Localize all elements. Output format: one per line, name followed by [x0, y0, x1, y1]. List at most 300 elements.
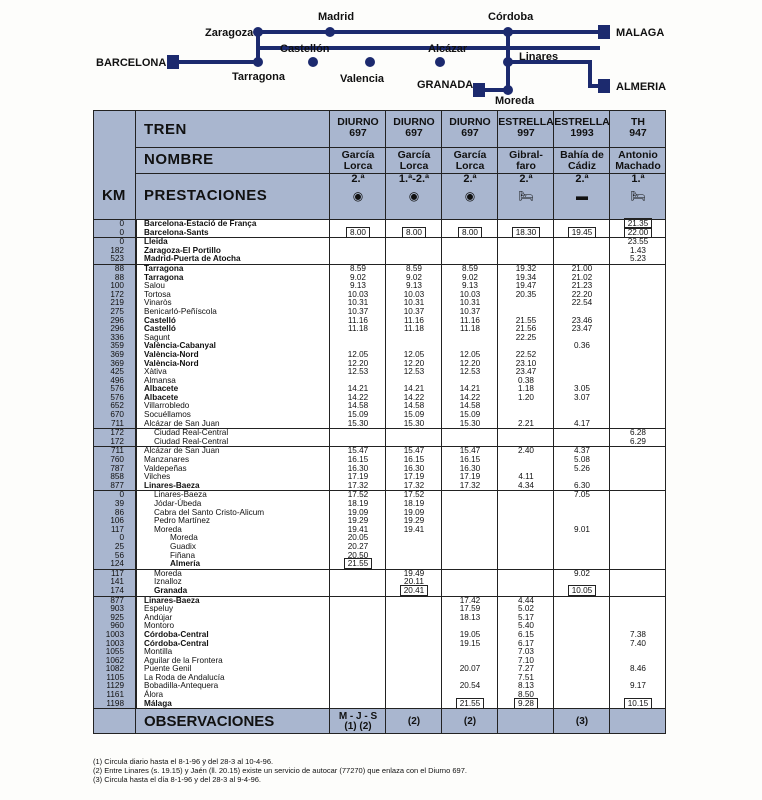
time-cell: 17.32	[459, 480, 481, 490]
km-cell: 425	[110, 367, 124, 377]
km-cell: 1198	[106, 698, 124, 708]
time-cell: 17.32	[347, 480, 369, 490]
time-cell: 20.07	[459, 664, 481, 674]
time-cell: 14.58	[459, 401, 481, 411]
time-cell: 4.37	[574, 446, 590, 456]
table-row	[94, 368, 665, 377]
time-cell: 16.15	[347, 455, 369, 465]
time-cell: 19.47	[515, 281, 537, 291]
station-cell: Jódar-Úbeda	[154, 499, 202, 508]
time-cell: 21.55	[442, 700, 498, 709]
km-cell: 275	[110, 306, 124, 316]
sleeper-car-icons: 🛏︎	[518, 189, 534, 203]
time-cell: 11.18	[348, 324, 368, 334]
time-cell: 19.05	[459, 629, 481, 639]
time-cell: 19.41	[347, 524, 369, 534]
time-cell: 16.30	[403, 463, 425, 473]
train-class: 2.ª	[575, 173, 589, 185]
km-cell: 117	[110, 568, 124, 578]
table-row	[94, 682, 665, 691]
km-cell: 336	[110, 332, 124, 342]
time-cell: 11.18	[460, 324, 480, 334]
timetable-body	[94, 220, 665, 708]
station-cell: Fiñana	[170, 550, 196, 560]
table-row	[94, 229, 665, 238]
time-cell: 14.21	[403, 384, 425, 394]
almeria-terminal	[598, 79, 610, 93]
time-cell: 19.15	[459, 638, 481, 648]
km-cell: 960	[110, 621, 124, 631]
time-cell: 14.58	[347, 401, 369, 411]
time-cell: 15.47	[403, 446, 425, 456]
time-cell: 12.05	[403, 349, 425, 359]
time-cell: 9.13	[350, 281, 366, 291]
time-cell: 11.16	[348, 315, 368, 325]
km-cell: 711	[110, 446, 124, 456]
train-class: 2.ª	[463, 173, 477, 185]
time-cell: 7.38	[630, 629, 646, 639]
table-row	[94, 465, 665, 474]
station-cell: Bobadilla-Antequera	[144, 681, 219, 691]
time-cell: 23.55	[627, 237, 649, 247]
time-cell: 17.59	[459, 604, 481, 614]
train-class: 1.ª-2.ª	[398, 173, 430, 185]
station-cell: València-Cabanyal	[144, 341, 216, 351]
time-cell: 5.08	[574, 455, 590, 465]
km-cell: 1082	[105, 664, 124, 674]
station-cell: Granada	[154, 585, 188, 595]
time-cell: 17.32	[403, 480, 425, 490]
map-label-almeria: ALMERIA	[616, 81, 667, 93]
time-cell: 8.00	[442, 229, 498, 238]
time-cell: 5.23	[630, 254, 646, 264]
station-cell: Salou	[144, 281, 165, 291]
observaciones-cell: (3)	[575, 716, 589, 728]
observaciones-cell: (2)	[463, 716, 477, 728]
station-cell: Córdoba-Central	[144, 629, 209, 639]
km-cell: 496	[110, 375, 124, 385]
time-cell: 17.19	[347, 472, 369, 482]
observaciones-row	[94, 708, 665, 733]
observaciones-cell: (2)	[407, 716, 421, 728]
time-cell: 10.31	[459, 298, 481, 308]
station-cell: Linares-Baeza	[144, 480, 200, 490]
km-cell: 0	[119, 227, 124, 237]
km-cell: 1161	[106, 690, 124, 700]
time-cell: 6.29	[630, 436, 646, 446]
time-cell: 21.35	[610, 220, 666, 229]
train-class: 2.ª	[519, 173, 533, 185]
time-cell: 4.34	[518, 480, 534, 490]
sleeper-restaurant-icon: 🛏︎	[630, 189, 646, 203]
restaurant-coin-icon: ◉	[464, 189, 476, 203]
train-class: 2.ª	[351, 173, 365, 185]
km-cell: 760	[110, 455, 124, 465]
km-cell: 877	[110, 595, 124, 605]
km-cell: 0	[119, 237, 124, 247]
station-cell: Sagunt	[144, 332, 170, 342]
time-cell: 12.20	[403, 358, 425, 368]
time-cell: 10.37	[459, 306, 481, 316]
station-cell: Cabra del Santo Cristo-Alicum	[154, 507, 265, 517]
table-row	[94, 587, 665, 596]
km-cell: 925	[110, 612, 124, 622]
station-cell: Aguilar de la Frontera	[144, 655, 223, 665]
time-cell: 8.13	[518, 681, 534, 691]
observaciones-cell: M - J - S (1) (2)	[338, 711, 378, 733]
station-cell: Iznalloz	[154, 577, 182, 587]
footnotes	[93, 757, 467, 784]
train-type-number: DIURNO 697	[337, 116, 379, 139]
map-label-castellon: Castellón	[280, 43, 330, 55]
km-cell: 0	[119, 219, 124, 228]
table-row	[94, 325, 665, 334]
km-cell: 106	[110, 516, 124, 526]
time-cell: 19.49	[403, 568, 425, 578]
time-cell: 21.55	[515, 315, 537, 325]
time-cell: 12.20	[459, 358, 481, 368]
map-label-alcazar: Alcázar	[428, 43, 468, 55]
station-cell: Castelló	[144, 315, 176, 325]
time-cell: 17.19	[459, 472, 481, 482]
time-cell: 10.37	[347, 306, 369, 316]
time-cell: 15.09	[347, 410, 369, 420]
time-cell: 8.59	[462, 263, 478, 273]
time-cell: 14.21	[347, 384, 369, 394]
time-cell: 20.35	[515, 289, 537, 299]
time-cell: 22.20	[571, 289, 593, 299]
time-cell: 17.52	[347, 490, 369, 500]
station-cell: Villarrobledo	[144, 401, 190, 411]
time-cell: 9.13	[406, 281, 422, 291]
station-cell: Linares-Baeza	[154, 490, 207, 500]
station-cell: Socuéllamos	[144, 410, 191, 420]
km-cell: 88	[114, 272, 124, 282]
km-cell: 88	[114, 263, 124, 273]
time-cell: 19.34	[515, 272, 537, 282]
station-cell: Barcelona-Sants	[144, 227, 209, 237]
time-cell: 20.41	[386, 587, 442, 596]
station-cell: Albacete	[144, 384, 179, 394]
time-cell: 5.40	[518, 621, 534, 631]
restaurant-coin-icon: ◉	[408, 189, 420, 203]
station-cell: Vinaròs	[144, 298, 172, 308]
time-cell: 10.03	[403, 289, 425, 299]
train-class: 1.ª	[631, 173, 645, 185]
km-cell: 576	[110, 384, 124, 394]
map-label-granada: GRANADA	[417, 79, 474, 91]
time-cell: 20.27	[347, 541, 369, 551]
time-cell: 23.47	[571, 324, 593, 334]
station-cell: Madrid-Puerta de Atocha	[144, 254, 241, 264]
nombre-label: NOMBRE	[144, 151, 214, 168]
station-cell: Almería	[170, 559, 201, 569]
time-cell: 15.47	[459, 446, 481, 456]
time-cell: 8.59	[406, 263, 422, 273]
station-cell: Tarragona	[144, 263, 184, 273]
station-cell: Albacete	[144, 392, 179, 402]
timetable-header	[94, 111, 665, 220]
time-cell: 19.32	[515, 263, 537, 273]
time-cell: 5.26	[574, 463, 590, 473]
km-cell: 1003	[105, 629, 124, 639]
time-cell: 8.00	[330, 229, 386, 238]
time-cell: 19.29	[347, 516, 369, 526]
granada-terminal	[473, 83, 485, 97]
time-cell: 7.03	[518, 647, 534, 657]
time-cell: 9.13	[462, 281, 478, 291]
time-cell: 15.47	[347, 446, 369, 456]
station-cell: Almansa	[144, 375, 176, 385]
time-cell: 16.30	[459, 463, 481, 473]
km-cell: 296	[110, 324, 124, 334]
km-cell: 124	[110, 559, 124, 569]
station-cell: Puente Genil	[144, 664, 192, 674]
time-cell: 9.17	[630, 681, 646, 691]
km-cell: 858	[110, 472, 124, 482]
time-cell: 15.30	[403, 418, 425, 428]
time-cell: 9.01	[574, 524, 590, 534]
time-cell: 7.05	[574, 490, 590, 500]
table-row	[94, 640, 665, 649]
time-cell: 6.28	[630, 428, 646, 438]
km-cell: 877	[110, 480, 124, 490]
km-cell: 1055	[105, 647, 124, 657]
time-cell: 20.05	[347, 533, 369, 543]
station-cell: Moreda	[154, 568, 182, 578]
train-name: Antonio Machado	[615, 149, 661, 172]
km-cell: 219	[110, 298, 124, 308]
km-cell: 369	[110, 349, 124, 359]
station-cell: Tortosa	[144, 289, 171, 299]
time-cell: 15.30	[347, 418, 369, 428]
time-cell: 17.52	[403, 490, 425, 500]
time-cell: 7.51	[518, 672, 534, 682]
station-cell: Manzanares	[144, 455, 190, 465]
time-cell: 12.05	[459, 349, 481, 359]
station-cell: Vilches	[144, 472, 171, 482]
time-cell: 4.44	[518, 595, 534, 605]
time-cell: 10.03	[347, 289, 369, 299]
table-row	[94, 360, 665, 369]
map-label-moreda: Moreda	[495, 95, 535, 107]
station-cell: València-Nord	[144, 349, 199, 359]
time-cell: 10.31	[347, 298, 369, 308]
km-cell: 652	[110, 401, 124, 411]
table-row	[94, 700, 665, 709]
time-cell: 10.05	[554, 587, 610, 596]
station-cell: Moreda	[170, 533, 198, 543]
map-label-malaga: MALAGA	[616, 27, 665, 39]
time-cell: 23.47	[515, 367, 537, 377]
time-cell: 5.02	[518, 604, 534, 614]
time-cell: 9.02	[350, 272, 366, 282]
time-cell: 17.42	[459, 595, 481, 605]
observaciones-label: OBSERVACIONES	[144, 713, 275, 731]
time-cell: 6.17	[518, 638, 534, 648]
time-cell: 4.11	[518, 472, 534, 482]
time-cell: 16.30	[347, 463, 369, 473]
time-cell: 18.19	[347, 499, 369, 508]
time-cell: 9.02	[574, 568, 590, 578]
station-cell: Alcázar de San Juan	[144, 446, 220, 456]
km-cell: 0	[119, 490, 124, 500]
km-cell: 670	[110, 410, 124, 420]
time-cell: 19.41	[403, 524, 425, 534]
time-cell: 18.13	[459, 612, 481, 622]
time-cell: 0.36	[574, 341, 590, 351]
station-cell: Benicarló-Peñíscola	[144, 306, 217, 316]
km-cell: 172	[110, 289, 124, 299]
time-cell: 12.05	[347, 349, 369, 359]
table-row	[94, 420, 665, 429]
footnote: (3) Circula hasta el día 8-1-96 y del 28-3 al 9-4-96.	[93, 775, 262, 784]
km-cell: 172	[110, 428, 124, 438]
time-cell: 11.18	[404, 324, 424, 334]
station-cell: Montilla	[144, 647, 173, 657]
station-cell: Montoro	[144, 621, 175, 631]
time-cell: 2.40	[518, 446, 534, 456]
table-row	[94, 560, 665, 569]
time-cell: 10.03	[459, 289, 481, 299]
time-cell: 21.23	[571, 281, 593, 291]
time-cell: 20.50	[347, 550, 369, 560]
time-cell: 8.59	[350, 263, 366, 273]
time-cell: 10.31	[403, 298, 425, 308]
table-row	[94, 596, 665, 606]
time-cell: 12.20	[347, 358, 369, 368]
time-cell: 21.56	[515, 324, 537, 334]
station-cell: La Roda de Andalucía	[144, 672, 225, 682]
km-cell: 1129	[106, 681, 124, 691]
km-cell: 711	[110, 418, 124, 428]
time-cell: 12.53	[347, 367, 369, 377]
malaga-terminal	[598, 25, 610, 39]
table-row	[94, 482, 665, 491]
km-cell: 174	[110, 585, 124, 595]
time-cell: 7.40	[630, 638, 646, 648]
time-cell: 1.43	[630, 245, 646, 255]
train-type-number: DIURNO 697	[393, 116, 435, 139]
km-cell: 0	[119, 533, 124, 543]
table-row	[94, 614, 665, 623]
time-cell: 22.00	[610, 229, 666, 238]
map-label-cordoba: Córdoba	[488, 11, 534, 23]
train-name: García Lorca	[453, 149, 487, 172]
time-cell: 11.16	[460, 315, 480, 325]
station-cell: Guadix	[170, 541, 196, 551]
km-cell: 172	[110, 436, 124, 446]
train-name: García Lorca	[341, 149, 375, 172]
km-cell: 903	[110, 604, 124, 614]
km-cell: 296	[110, 315, 124, 325]
km-label: KM	[102, 187, 126, 204]
table-row	[94, 438, 665, 447]
barcelona-terminal	[167, 55, 179, 69]
time-cell: 10.15	[610, 700, 666, 709]
map-label-zaragoza: Zaragoza	[205, 27, 254, 39]
time-cell: 22.52	[515, 349, 537, 359]
station-cell: Linares-Baeza	[144, 595, 200, 605]
time-cell: 17.19	[403, 472, 425, 482]
time-cell: 3.07	[574, 392, 590, 402]
map-label-linares: Linares	[519, 51, 559, 63]
time-cell: 6.15	[518, 629, 534, 639]
time-cell: 16.15	[459, 455, 481, 465]
time-cell: 22.54	[571, 298, 593, 308]
time-cell: 20.11	[404, 577, 424, 587]
tren-label: TREN	[144, 121, 187, 138]
time-cell: 3.05	[574, 384, 590, 394]
km-cell: 523	[110, 254, 124, 264]
station-cell: Córdoba-Central	[144, 638, 209, 648]
couchette-icon: ▬	[576, 189, 588, 203]
station-cell: Tarragona	[144, 272, 184, 282]
time-cell: 14.22	[347, 392, 369, 402]
station-cell: Castelló	[144, 324, 176, 334]
time-cell: 1.18	[518, 384, 534, 394]
time-cell: 14.58	[403, 401, 425, 411]
km-cell: 576	[110, 392, 124, 402]
station-cell: Alcázar de San Juan	[144, 418, 220, 428]
time-cell: 6.30	[574, 480, 590, 490]
time-cell: 9.02	[462, 272, 478, 282]
time-cell: 23.10	[515, 358, 537, 368]
time-cell: 11.16	[404, 315, 424, 325]
time-cell: 9.02	[406, 272, 422, 282]
prestaciones-label: PRESTACIONES	[144, 187, 268, 204]
station-cell: Ciudad Real-Central	[154, 436, 229, 446]
station-cell: Barcelona-Estació de França	[144, 219, 257, 228]
map-label-valencia: Valencia	[340, 73, 385, 85]
time-cell: 23.46	[571, 315, 593, 325]
time-cell: 21.02	[571, 272, 593, 282]
km-cell: 56	[114, 550, 124, 560]
footnote: (2) Entre Linares (s. 19.15) y Jaén (ll. 20.15) existe un servicio de autocar (77270) que enlaza con el Diurno 697.	[93, 766, 467, 775]
time-cell: 5.17	[518, 612, 534, 622]
map-label-tarragona: Tarragona	[232, 71, 285, 83]
table-row	[94, 605, 665, 614]
time-cell: 19.45	[554, 229, 610, 238]
km-cell: 787	[110, 463, 124, 473]
map-label-barcelona: BARCELONA	[96, 57, 167, 69]
time-cell: 7.10	[518, 655, 534, 665]
train-type-number: TH 947	[629, 116, 647, 139]
time-cell: 19.09	[347, 507, 369, 517]
station-cell: Lleida	[144, 237, 168, 247]
time-cell: 18.30	[498, 229, 554, 238]
km-cell: 25	[114, 541, 124, 551]
time-cell: 19.29	[403, 516, 425, 526]
table-row	[94, 691, 665, 700]
restaurant-coin-icon: ◉	[352, 189, 364, 203]
station-cell: Espeluy	[144, 604, 174, 614]
time-cell: 7.27	[518, 664, 534, 674]
time-cell: 12.53	[459, 367, 481, 377]
route-map	[0, 0, 762, 108]
station-cell: Álora	[144, 690, 164, 700]
station-cell: Andújar	[144, 612, 173, 622]
time-cell: 14.22	[459, 392, 481, 402]
time-cell: 14.21	[459, 384, 481, 394]
time-cell: 18.19	[403, 499, 425, 508]
train-name: García Lorca	[397, 149, 431, 172]
table-row	[94, 255, 665, 264]
time-cell: 21.00	[571, 263, 593, 273]
time-cell: 4.17	[574, 418, 590, 428]
time-cell: 1.20	[518, 392, 534, 402]
time-cell: 14.22	[403, 392, 425, 402]
